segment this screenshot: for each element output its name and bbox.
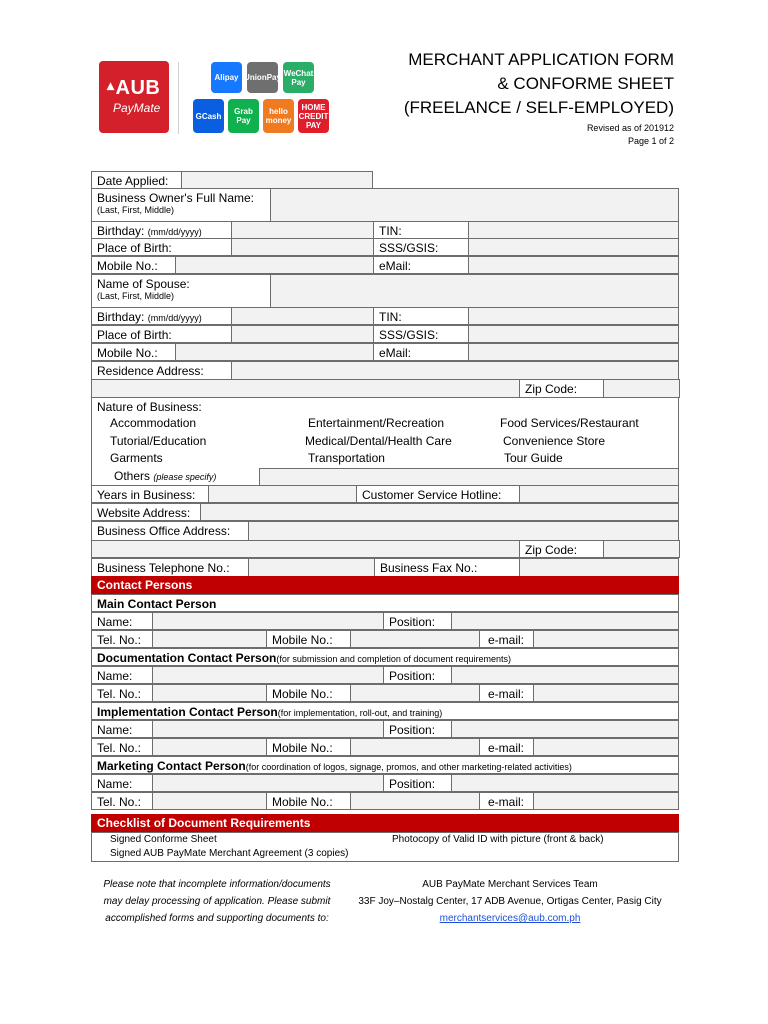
owner-birthday-field[interactable] xyxy=(231,221,374,239)
implementation-contact-tel-label: Tel. No.: xyxy=(91,738,267,756)
date-applied-label: Date Applied: xyxy=(91,171,373,189)
main-contact-name-label: Name: xyxy=(91,612,384,630)
residence-address-label: Residence Address: xyxy=(91,361,679,380)
website-label: Website Address: xyxy=(91,503,679,521)
documentation-contact-name-field[interactable] xyxy=(152,666,384,684)
owner-sss-field[interactable] xyxy=(468,238,679,256)
documentation-contact-name-label: Name: xyxy=(91,666,384,684)
checklist-item-agreement[interactable]: Signed AUB PayMate Merchant Agreement (3 copies) xyxy=(110,848,349,859)
spouse-name-label: Name of Spouse: (Last, First, Middle) xyxy=(91,274,679,308)
marketing-contact-position-field[interactable] xyxy=(451,774,679,792)
option-medical[interactable]: Medical/Dental/Health Care xyxy=(305,434,452,448)
spouse-pob-field[interactable] xyxy=(231,325,374,343)
implementation-contact-mobile-field[interactable] xyxy=(350,738,480,756)
contact-persons-header: Contact Persons xyxy=(91,576,679,594)
date-applied-field[interactable] xyxy=(181,171,373,189)
checklist-header: Checklist of Document Requirements xyxy=(91,814,679,832)
aub-paymate-logo xyxy=(99,61,169,133)
owner-pob-label: Place of Birth: xyxy=(91,238,374,256)
option-food-services[interactable]: Food Services/Restaurant xyxy=(500,416,639,430)
main-contact-title: Main Contact Person xyxy=(91,594,679,612)
office-zip-field[interactable] xyxy=(603,540,680,558)
option-convenience-store[interactable]: Convenience Store xyxy=(503,434,606,448)
implementation-contact-title: Implementation Contact Person(for implementation, roll-out, and training) xyxy=(91,702,679,720)
home-credit-pay-logo: HOME CREDIT PAY xyxy=(298,99,329,133)
revision-info: Revised as of 201912 Page 1 of 2 xyxy=(586,123,674,146)
main-contact-position-label: Position: xyxy=(383,612,679,630)
implementation-contact-mobile-label: Mobile No.: xyxy=(266,738,480,756)
main-contact-mobile-label: Mobile No.: xyxy=(266,630,480,648)
wechat-pay-logo: WeChat Pay xyxy=(283,62,314,93)
years-in-business-field[interactable] xyxy=(208,485,357,503)
checklist-item-valid-id[interactable]: Photocopy of Valid ID with picture (front & back) xyxy=(392,834,604,845)
spouse-email-field[interactable] xyxy=(468,343,679,361)
marketing-contact-mobile-label: Mobile No.: xyxy=(266,792,480,810)
owner-email-label: eMail: xyxy=(373,256,679,274)
main-contact-email-label: e-mail: xyxy=(479,630,679,648)
spouse-tin-field[interactable] xyxy=(468,307,679,325)
documentation-contact-title: Documentation Contact Person(for submission and completion of document requirements) xyxy=(91,648,679,666)
main-contact-tel-field[interactable] xyxy=(152,630,267,648)
documentation-contact-tel-field[interactable] xyxy=(152,684,267,702)
implementation-contact-position-label: Position: xyxy=(383,720,679,738)
spouse-tin-label: TIN: xyxy=(373,307,679,325)
logo-divider xyxy=(178,62,179,134)
spouse-birthday-label: Birthday: (mm/dd/yyyy) xyxy=(91,307,374,325)
form-title: MERCHANT APPLICATION FORM & CONFORME SHEET (FREELANCE / SELF-EMPLOYED) xyxy=(403,50,674,117)
main-contact-mobile-field[interactable] xyxy=(350,630,480,648)
marketing-contact-name-label: Name: xyxy=(91,774,384,792)
years-in-business-label: Years in Business: xyxy=(91,485,357,503)
option-garments[interactable]: Garments xyxy=(110,451,163,465)
owner-birthday-label: Birthday: (mm/dd/yyyy) xyxy=(91,221,374,239)
others-specify-field[interactable] xyxy=(259,468,679,486)
option-others[interactable]: Others (please specify) xyxy=(114,469,217,483)
owner-name-field[interactable] xyxy=(270,188,679,222)
aub-mark-icon: ▴ xyxy=(107,77,115,93)
main-contact-tel-label: Tel. No.: xyxy=(91,630,267,648)
owner-mobile-field[interactable] xyxy=(175,256,374,274)
spouse-name-field[interactable] xyxy=(270,274,679,308)
website-field[interactable] xyxy=(200,503,679,521)
spouse-email-label: eMail: xyxy=(373,343,679,361)
implementation-contact-position-field[interactable] xyxy=(451,720,679,738)
owner-tin-label: TIN: xyxy=(373,221,679,239)
option-tour-guide[interactable]: Tour Guide xyxy=(504,451,563,465)
team-name: AUB PayMate Merchant Services Team xyxy=(422,879,598,890)
owner-sss-label: SSS/GSIS: xyxy=(373,238,679,256)
implementation-contact-name-label: Name: xyxy=(91,720,384,738)
owner-pob-field[interactable] xyxy=(231,238,374,256)
spouse-mobile-field[interactable] xyxy=(175,343,374,361)
office-address-field[interactable] xyxy=(248,521,679,541)
owner-email-field[interactable] xyxy=(468,256,679,274)
marketing-contact-position-label: Position: xyxy=(383,774,679,792)
implementation-contact-email-field[interactable] xyxy=(533,738,679,756)
documentation-contact-position-field[interactable] xyxy=(451,666,679,684)
marketing-contact-mobile-field[interactable] xyxy=(350,792,480,810)
option-entertainment[interactable]: Entertainment/Recreation xyxy=(308,416,445,430)
spouse-birthday-field[interactable] xyxy=(231,307,374,325)
option-accommodation[interactable]: Accommodation xyxy=(110,416,197,430)
checklist-item-conforme[interactable]: Signed Conforme Sheet xyxy=(110,834,217,845)
telephone-field[interactable] xyxy=(248,558,375,577)
cs-hotline-label: Customer Service Hotline: xyxy=(356,485,679,503)
gcash-logo: GCash xyxy=(193,99,224,133)
hello-money-logo: hello money xyxy=(263,99,294,133)
option-transportation[interactable]: Transportation xyxy=(308,451,385,465)
documentation-contact-mobile-label: Mobile No.: xyxy=(266,684,480,702)
office-address: 33F Joy–Nostalg Center, 17 ADB Avenue, Ortigas Center, Pasig City xyxy=(358,896,662,907)
unionpay-logo: UnionPay xyxy=(247,62,278,93)
submission-note: Please note that incomplete information/documents may delay processing of application. Please submit accomplished forms and supporting documents to: xyxy=(103,879,331,924)
option-tutorial[interactable]: Tutorial/Education xyxy=(110,434,207,448)
main-contact-email-field[interactable] xyxy=(533,630,679,648)
logo-brand: AUB xyxy=(115,77,161,99)
nature-of-business-block: Nature of Business: xyxy=(91,397,679,486)
residence-address-field[interactable] xyxy=(231,361,679,380)
logo-sub: PayMate xyxy=(113,101,161,115)
telephone-label: Business Telephone No.: xyxy=(91,558,375,577)
merchant-services-contact xyxy=(350,876,670,927)
marketing-contact-tel-field[interactable] xyxy=(152,792,267,810)
fax-field[interactable] xyxy=(519,558,679,577)
spouse-pob-label: Place of Birth: xyxy=(91,325,374,343)
residence-zip-field[interactable] xyxy=(603,379,680,398)
spouse-mobile-label: Mobile No.: xyxy=(91,343,374,361)
implementation-contact-name-field[interactable] xyxy=(152,720,384,738)
residence-zip-label: Zip Code: xyxy=(519,379,680,398)
marketing-contact-tel-label: Tel. No.: xyxy=(91,792,267,810)
marketing-contact-email-field[interactable] xyxy=(533,792,679,810)
fax-label: Business Fax No.: xyxy=(374,558,679,577)
documentation-contact-tel-label: Tel. No.: xyxy=(91,684,267,702)
documentation-contact-position-label: Position: xyxy=(383,666,679,684)
grabpay-logo: Grab Pay xyxy=(228,99,259,133)
documentation-contact-mobile-field[interactable] xyxy=(350,684,480,702)
marketing-contact-email-label: e-mail: xyxy=(479,792,679,810)
spouse-sss-field[interactable] xyxy=(468,325,679,343)
main-contact-name-field[interactable] xyxy=(152,612,384,630)
marketing-contact-name-field[interactable] xyxy=(152,774,384,792)
cs-hotline-field[interactable] xyxy=(519,485,679,503)
implementation-contact-tel-field[interactable] xyxy=(152,738,267,756)
implementation-contact-email-label: e-mail: xyxy=(479,738,679,756)
documentation-contact-email-field[interactable] xyxy=(533,684,679,702)
owner-name-label: Business Owner's Full Name: (Last, First, Middle) xyxy=(91,188,679,222)
marketing-contact-title: Marketing Contact Person(for coordination of logos, signage, promos, and other marketing-related activities) xyxy=(91,756,679,774)
main-contact-position-field[interactable] xyxy=(451,612,679,630)
office-zip-label: Zip Code: xyxy=(519,540,680,558)
alipay-logo: Alipay xyxy=(211,62,242,93)
office-address-label: Business Office Address: xyxy=(91,521,679,541)
documentation-contact-email-label: e-mail: xyxy=(479,684,679,702)
spouse-sss-label: SSS/GSIS: xyxy=(373,325,679,343)
owner-tin-field[interactable] xyxy=(468,221,679,239)
merchant-services-email-link[interactable]: merchantservices@aub.com.ph xyxy=(439,913,581,924)
owner-mobile-label: Mobile No.: xyxy=(91,256,374,274)
